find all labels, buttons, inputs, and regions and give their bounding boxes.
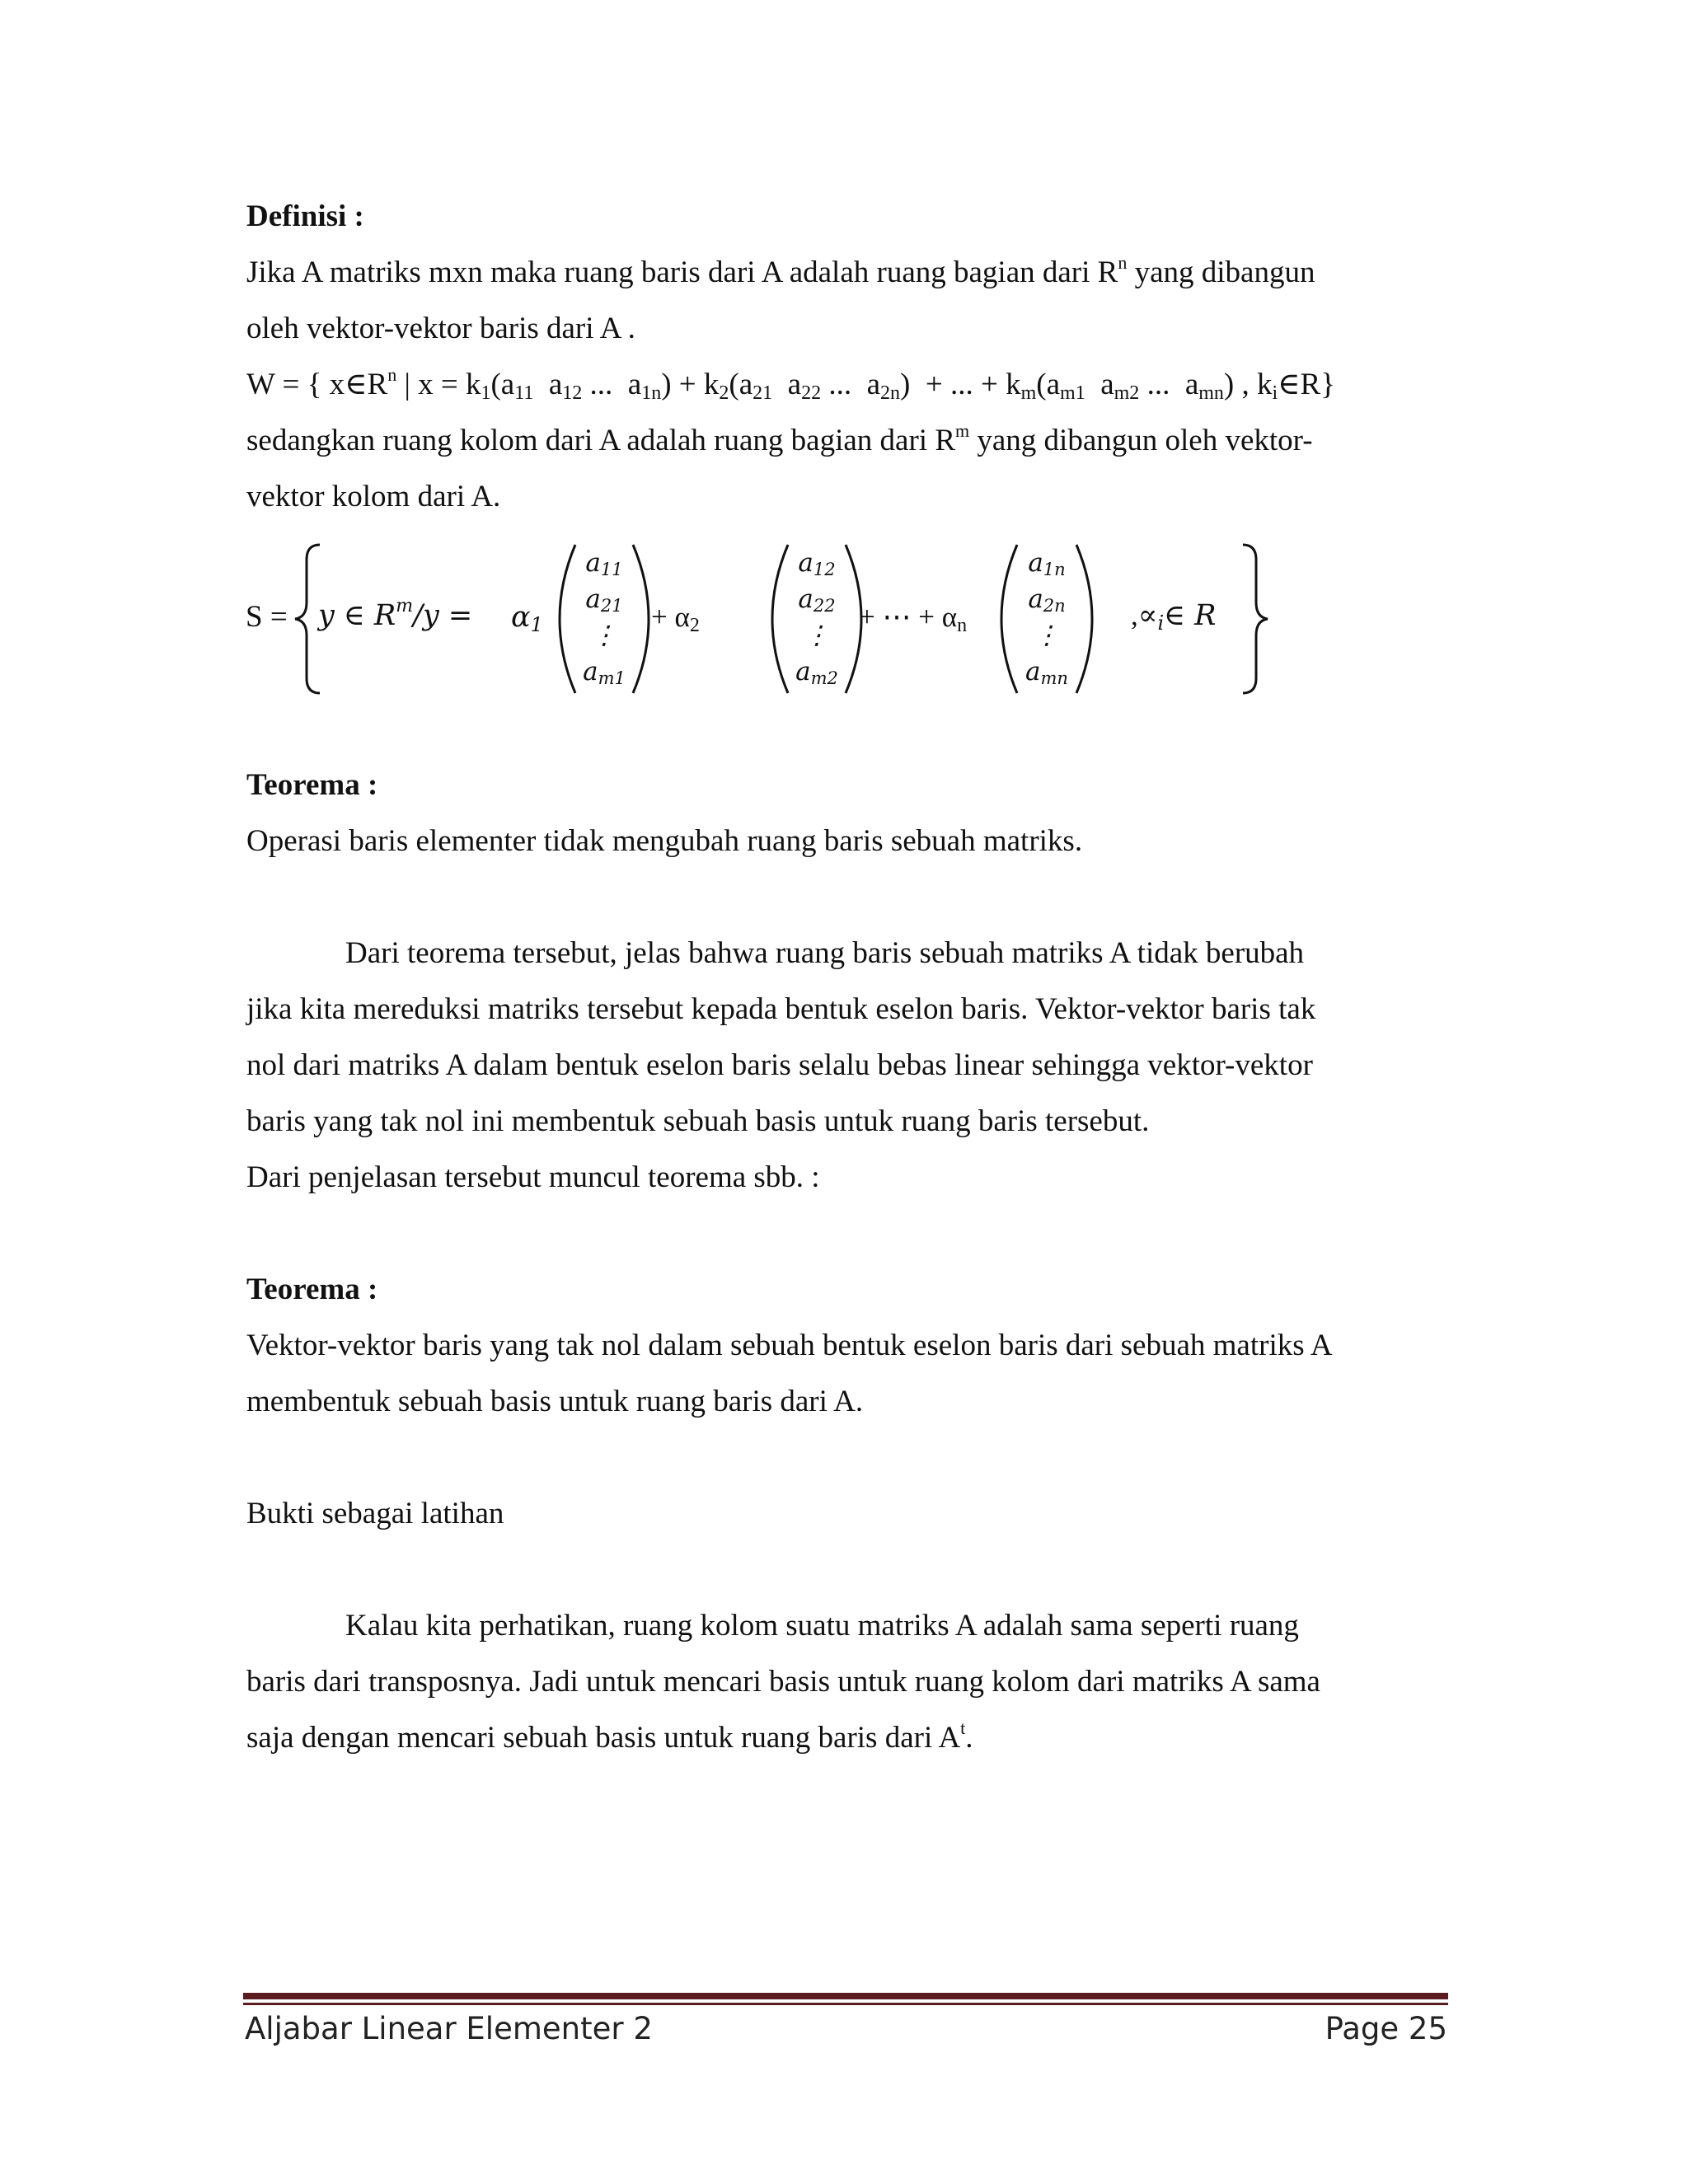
vector-entry-base: ⋮ <box>804 621 830 650</box>
w-text: ∈R} <box>1278 368 1335 401</box>
vector-entry-index: mn <box>1040 668 1068 688</box>
vector-entry <box>771 581 862 617</box>
s-equals: S = <box>246 600 288 634</box>
paragraph-1-line-4: baris yang tak nol ini membentuk sebuah basis untuk ruang baris tersebut. <box>246 1104 1150 1138</box>
vector-entry <box>771 617 862 654</box>
w-subscript: m2 <box>1114 382 1140 404</box>
w-text: (a <box>729 368 753 401</box>
w-subscript: mn <box>1198 382 1224 404</box>
vector-entry <box>559 654 649 690</box>
w-text: ... a <box>821 368 881 401</box>
w-text: ... a <box>1139 368 1199 401</box>
paragraph-2-line-3: saja dengan mencari sebuah basis untuk ruang baris dari $A^t$. <box>246 1718 973 1755</box>
vector-entry-index: 2n <box>1043 596 1066 616</box>
vector-entry-base: a <box>583 657 598 687</box>
w-text: (a <box>490 368 515 401</box>
vector-entry-base: ⋮ <box>1034 621 1060 650</box>
w-subscript: m1 <box>1060 382 1085 404</box>
teorema-2-line-1: Vektor-vektor baris yang tak nol dalam sebuah bentuk eselon baris dari sebuah matriks A <box>246 1329 1333 1362</box>
footer-page-number: Page 25 <box>1325 2011 1447 2046</box>
alpha-1: $\alpha_1$ <box>511 601 543 636</box>
vector-entry <box>559 617 649 654</box>
vector-entry <box>1001 581 1092 617</box>
vector-entry <box>771 654 862 690</box>
w-text: a <box>1085 368 1114 401</box>
footer-rule-thick <box>243 1993 1448 1999</box>
vector-entry-index: 11 <box>600 560 623 579</box>
bukti-text: Bukti sebagai latihan <box>246 1497 504 1530</box>
vector-entry-index: 12 <box>813 560 836 579</box>
w-subscript: 11 <box>514 382 534 404</box>
paragraph-2-line-1: Kalau kita perhatikan, ruang kolom suatu matriks A adalah sama seperti ruang <box>345 1609 1299 1643</box>
w-text: (a <box>1036 368 1061 401</box>
plus-dots-alpha-n: + ⋯ + $\alpha_n$ <box>859 601 968 636</box>
definisi-heading: Definisi : <box>246 199 364 233</box>
vector-entry-index: 21 <box>600 596 623 616</box>
teorema-2-heading: Teorema : <box>246 1272 378 1306</box>
vector-entry-base: a <box>798 548 814 578</box>
w-text: a <box>533 368 563 401</box>
vector-entry <box>1001 654 1092 690</box>
teorema-2-line-2: membentuk sebuah basis untuk ruang baris dari A. <box>246 1385 864 1418</box>
set-condition: y ∈ $R^m/y$ = <box>318 596 473 632</box>
footer-title: Aljabar Linear Elementer 2 <box>245 2011 653 2046</box>
paragraph-1-line-1: Dari teorema tersebut, jelas bahwa ruang baris sebuah matriks A tidak berubah <box>345 936 1305 970</box>
paragraph-1-line-3: nol dari matriks A dalam bentuk eselon baris selalu bebas linear sehingga vektor-vektor <box>246 1048 1313 1082</box>
left-brace <box>295 545 320 693</box>
column-vector-1 <box>559 545 649 690</box>
paragraph-1-line-5: Dari penjelasan tersebut muncul teorema sbb. : <box>246 1160 820 1194</box>
paragraph-2-line-2: baris dari transposnya. Jadi untuk mencari basis untuk ruang kolom dari matriks A sama <box>246 1665 1320 1699</box>
vector-entry <box>559 581 649 617</box>
w-text: ) + ... + k <box>900 368 1021 401</box>
vector-entry-base: a <box>585 548 601 578</box>
definisi-line-5: vektor kolom dari A. <box>246 480 501 513</box>
vector-entry-base: a <box>795 657 811 687</box>
teorema-1-heading: Teorema : <box>246 768 378 802</box>
vector-entry-index: m2 <box>810 668 838 688</box>
w-subscript: 22 <box>801 382 822 404</box>
right-brace <box>1243 545 1268 693</box>
vector-entry <box>1001 617 1092 654</box>
w-subscript: i <box>1272 382 1278 404</box>
w-subscript: 1 <box>481 382 491 404</box>
definisi-line-1: Jika A matriks mxn maka ruang baris dari A adalah ruang bagian dari $R^n$ yang dibangun <box>246 252 1315 289</box>
w-text: ) , k <box>1223 368 1273 401</box>
vector-entry-base: ⋮ <box>591 621 617 650</box>
w-subscript: m <box>1020 382 1037 404</box>
column-vector-n <box>1001 545 1092 690</box>
definisi-line-4: sedangkan ruang kolom dari A adalah ruang bagian dari $R^m$ yang dibangun oleh vektor- <box>246 420 1313 457</box>
vector-entry-base: a <box>798 584 814 614</box>
w-text: a <box>772 368 802 401</box>
w-subscript: 21 <box>753 382 773 404</box>
column-vector-2 <box>771 545 862 690</box>
teorema-1-text: Operasi baris elementer tidak mengubah ruang baris sebuah matriks. <box>246 824 1083 858</box>
alpha-i-in-r: $,\propto_i\in$ R <box>1131 599 1217 635</box>
w-subscript: 12 <box>562 382 583 404</box>
w-subscript: 2 <box>719 382 729 404</box>
vector-entry-base: a <box>1028 584 1043 614</box>
w-text: ) + k <box>661 368 720 401</box>
definisi-line-2: oleh vektor-vektor baris dari A . <box>246 312 635 345</box>
paragraph-1-line-2: jika kita mereduksi matriks tersebut kepada bentuk eselon baris. Vektor-vektor baris tak <box>246 992 1316 1026</box>
vector-entry-base: a <box>585 584 601 614</box>
vector-entry-index: m1 <box>598 668 626 688</box>
w-text: ... a <box>582 368 642 401</box>
vector-entry <box>559 545 649 581</box>
vector-entry-index: 22 <box>813 596 836 616</box>
plus-alpha-2: + $\alpha_2$ <box>651 601 700 636</box>
vector-entry-index: 1n <box>1043 560 1066 579</box>
w-subscript: 1n <box>641 382 662 404</box>
vector-entry <box>771 545 862 581</box>
s-set-formula <box>239 540 1286 696</box>
vector-entry-base: a <box>1028 548 1043 578</box>
vector-entry <box>1001 545 1092 581</box>
w-subscript: 2n <box>880 382 901 404</box>
w-set-definition: W = { $x\in R^n$ | $x = k_1(a_{11}$ $a_{12}$ ... $a_{1n}) + k_2(a_{21}$ $a_{22}$ ... $a_{2n}$) + ... + $k_m(a_{m1}$ $a_{m2}$ ... $a_{mn}$) , $k_i\in R$} <box>246 364 1335 404</box>
vector-entry-base: a <box>1025 657 1041 687</box>
